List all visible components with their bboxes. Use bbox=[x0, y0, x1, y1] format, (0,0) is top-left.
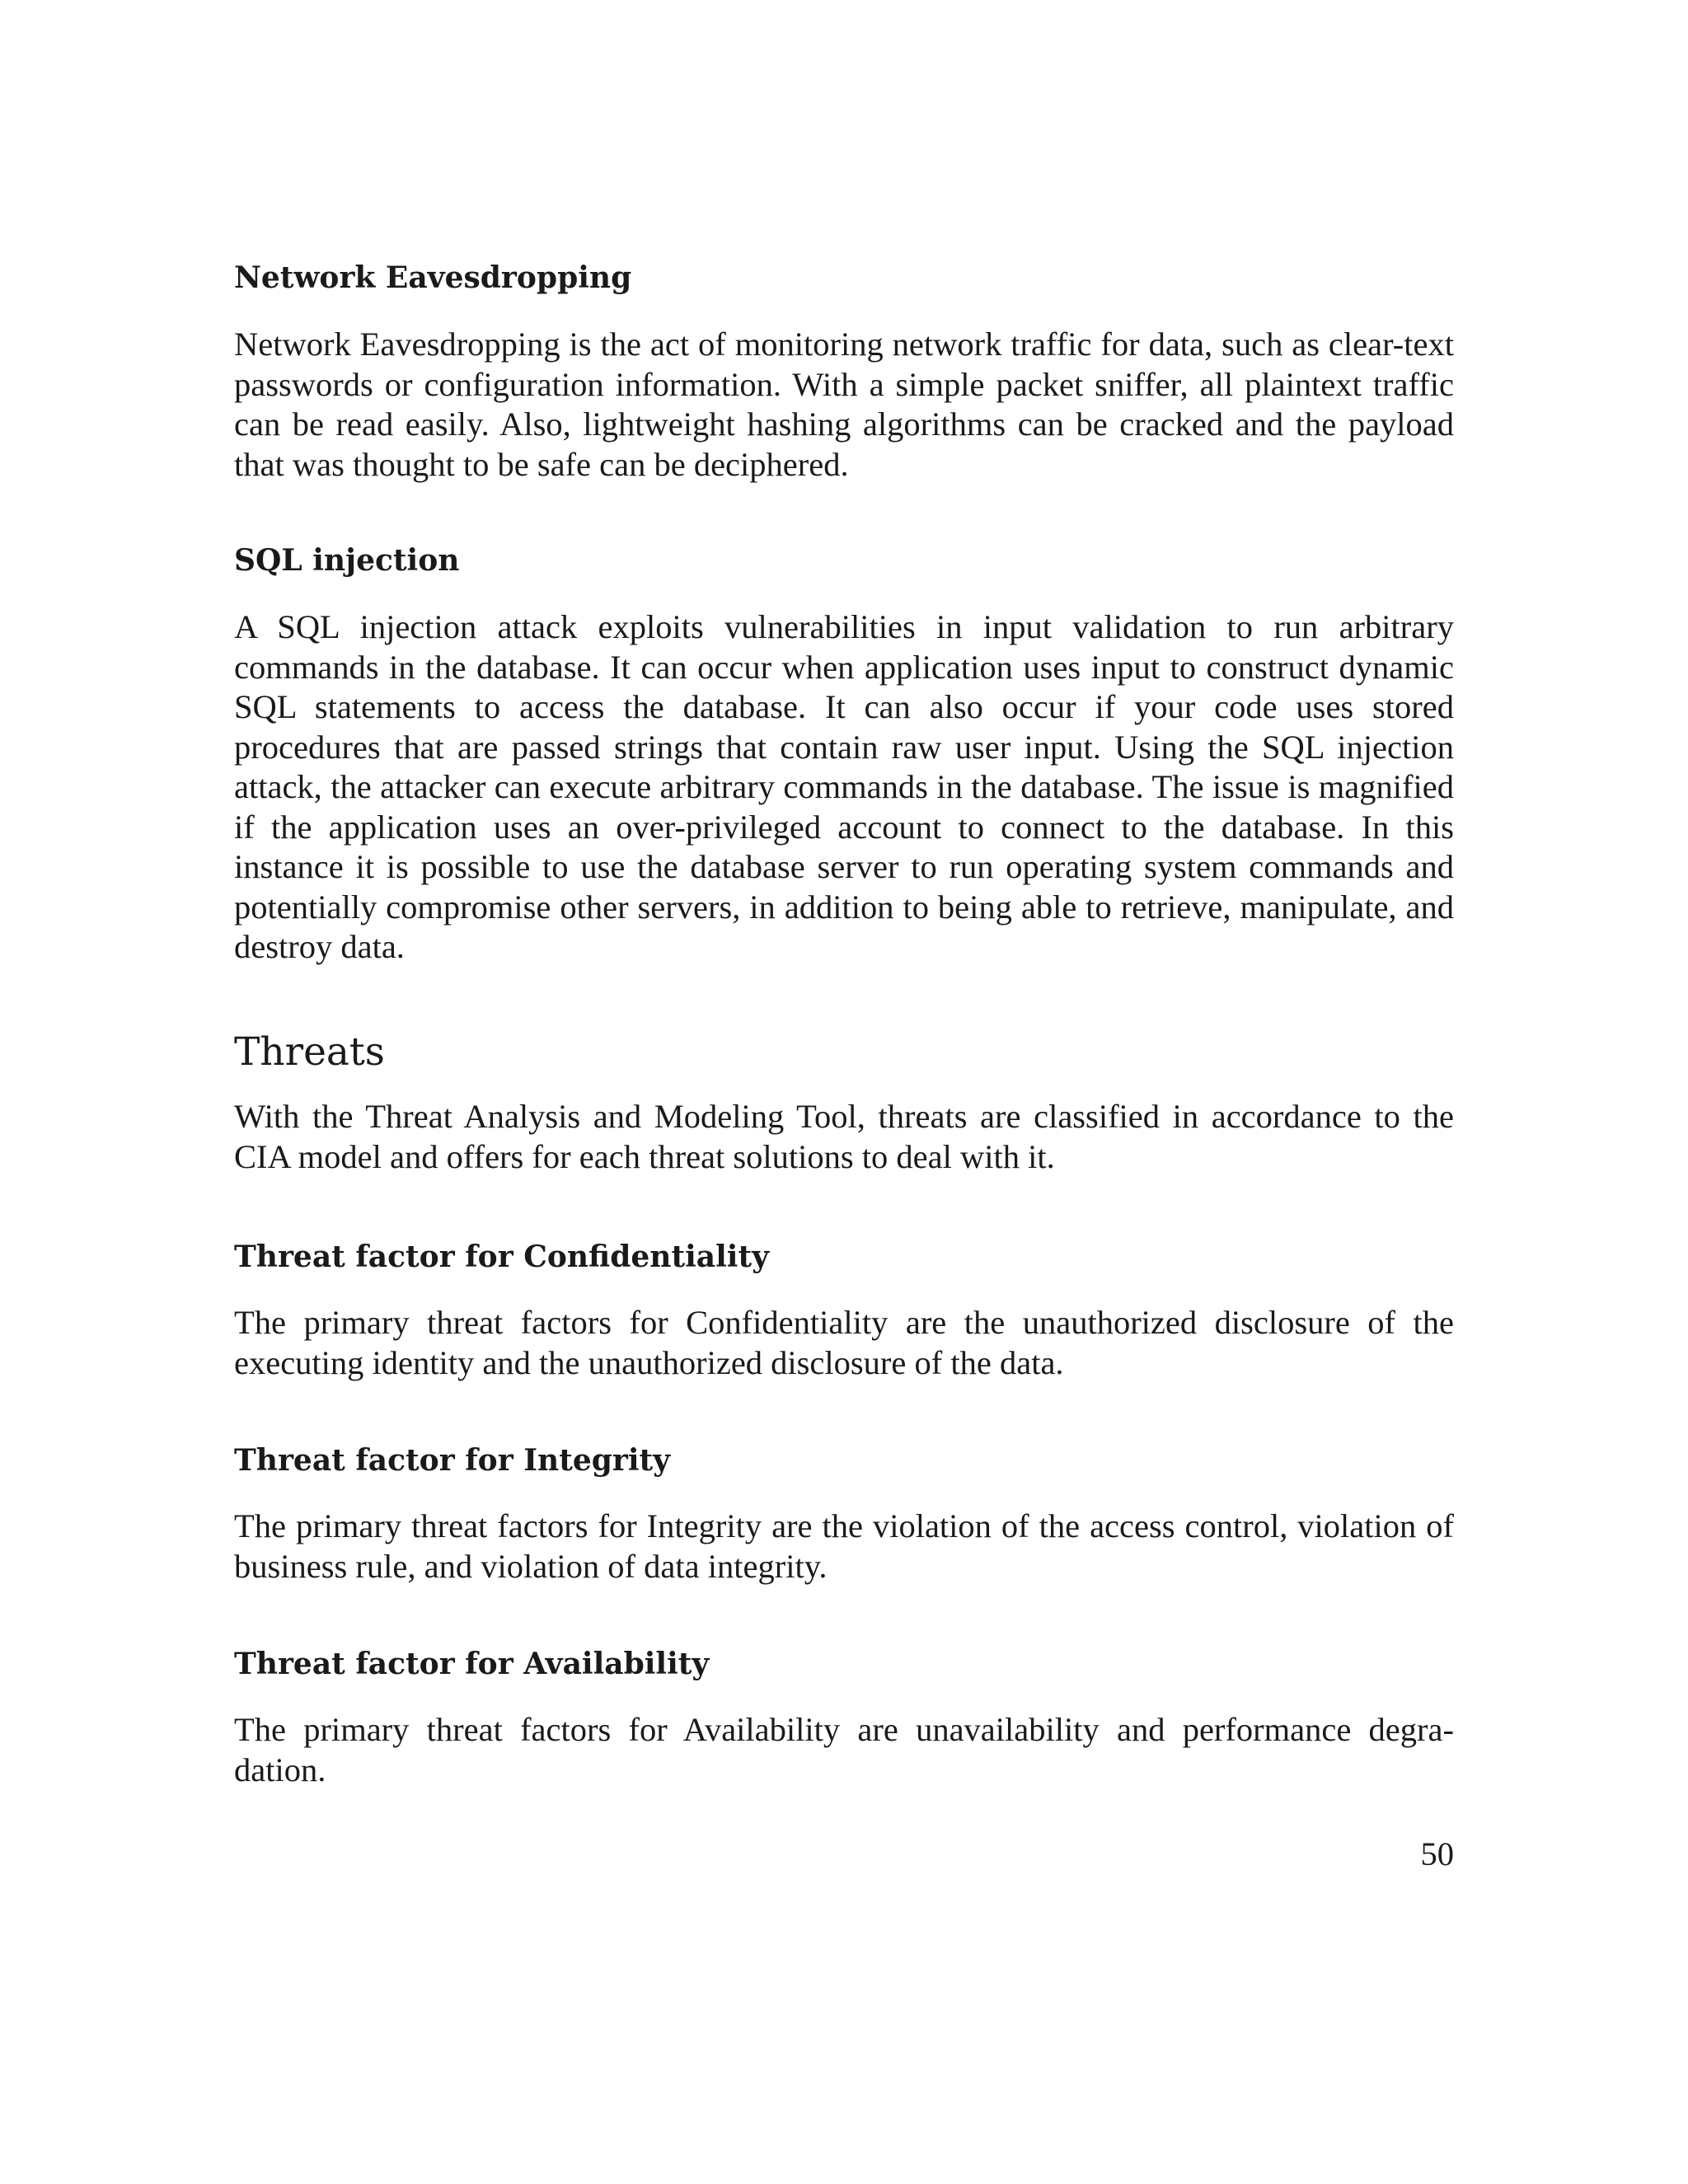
paragraph-integrity: The primary threat factors for Integrity are the violation of the access control, violation of business rule, and violation of data integrity. bbox=[234, 1507, 1454, 1585]
heading-confidentiality: Threat factor for Confidentiality bbox=[234, 1240, 769, 1274]
paragraph-availability: The primary threat factors for Availability are unavailability and performance degra-dation. bbox=[234, 1711, 1454, 1788]
paragraph-sql-injection: A SQL injection attack exploits vulnerabilities in input validation to run arbitrary commands in the database. It can occur when application uses input to construct dynamic SQL statements to access the database. It can also occur if your code uses stored procedures that are passed strings that contain raw user input. Using the SQL injection attack, the attacker can execute arbitrary commands in the database. The issue is magnified if the application uses an over-privileged account to connect to the database. In this instance it is possible to use the database server to run operating system commands and potentially compromise other servers, in addition to being able to retrieve, manipulate, and destroy data. bbox=[234, 608, 1454, 965]
heading-network-eavesdropping: Network Eavesdropping bbox=[234, 260, 632, 295]
paragraph-confidentiality: The primary threat factors for Confidentiality are the unauthorized disclosure of the executing identity and the unauthorized disclosure of the data. bbox=[234, 1304, 1454, 1381]
heading-integrity: Threat factor for Integrity bbox=[234, 1443, 671, 1478]
heading-sql-injection: SQL injection bbox=[234, 543, 460, 578]
paragraph-threats: With the Threat Analysis and Modeling Tool, threats are classified in accordance to the CIA model and offers for each threat solutions to deal with it. bbox=[234, 1098, 1454, 1175]
heading-availability: Threat factor for Availability bbox=[234, 1647, 710, 1681]
page-number: 50 bbox=[1420, 1835, 1454, 1872]
heading-threats: Threats bbox=[234, 1029, 385, 1075]
paragraph-network-eavesdropping: Network Eavesdropping is the act of monitoring network traffic for data, such as clear-text passwords or configuration information. With a simple packet sniffer, all plaintext traffic can be read easily. Also, lightweight hashing algorithms can be cracked and the payload that was thought to be safe can be deciphered. bbox=[234, 326, 1454, 483]
